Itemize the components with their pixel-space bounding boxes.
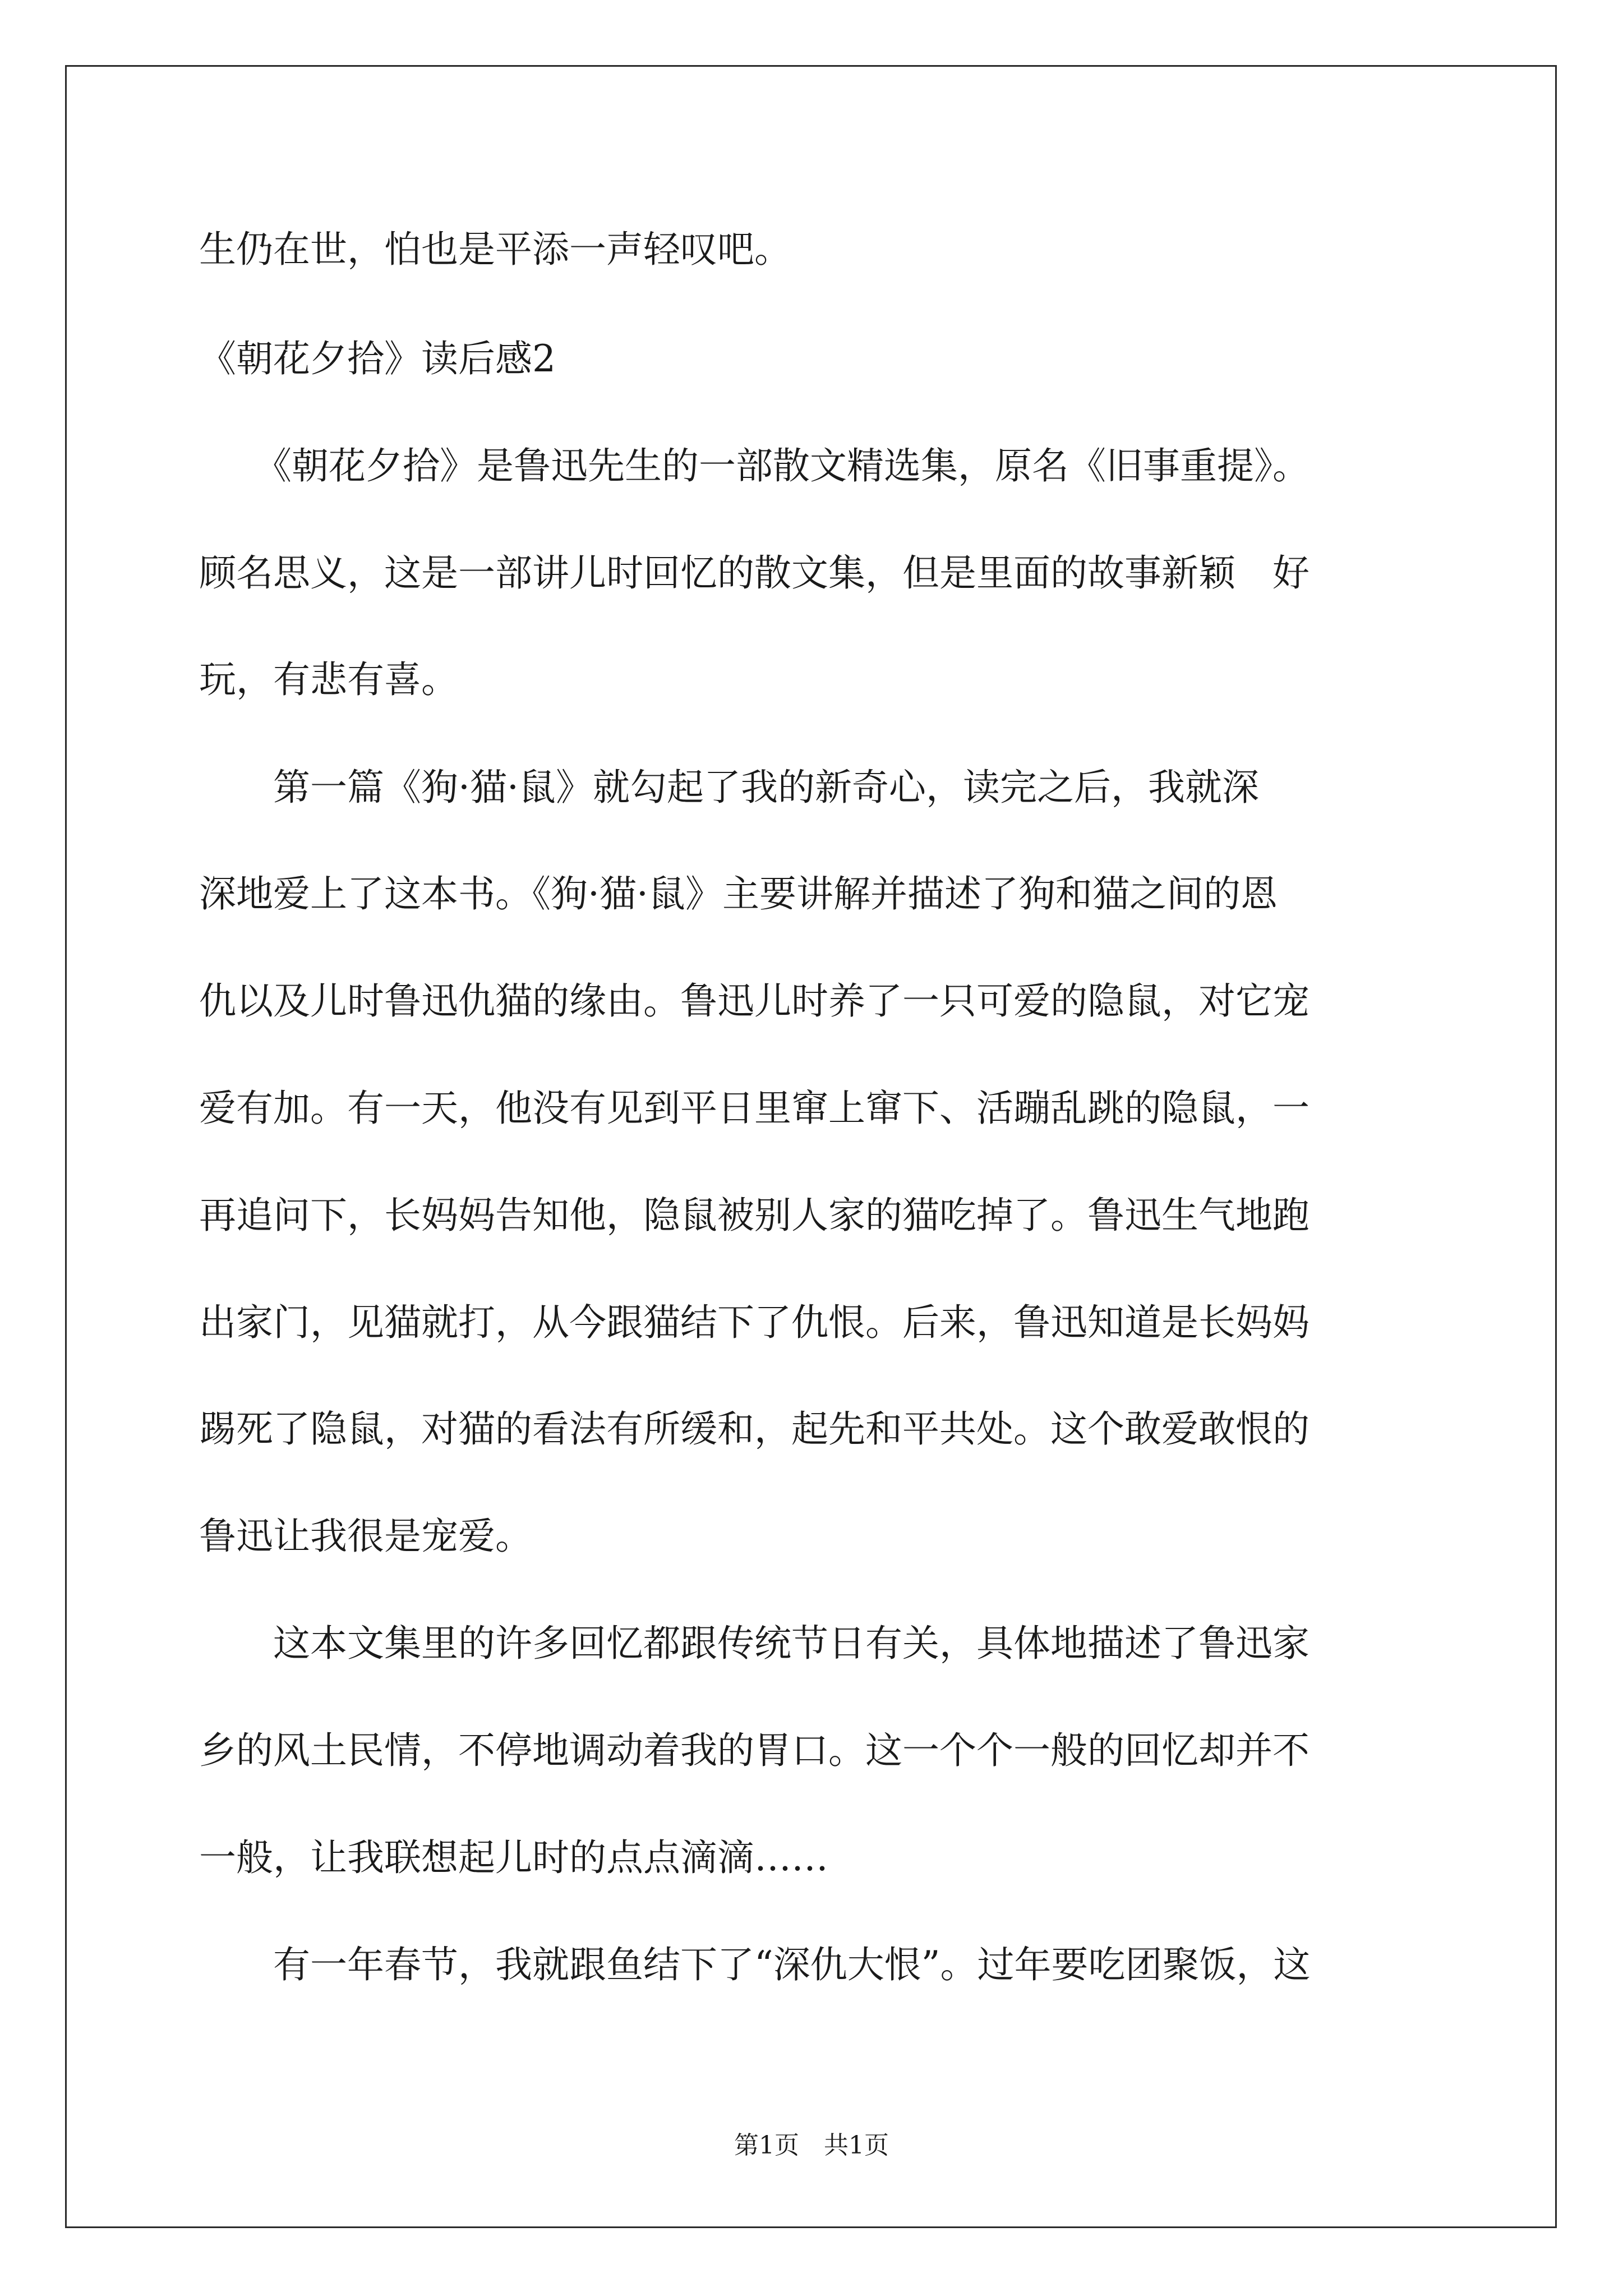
text-line: 再追问下，长妈妈告知他，隐鼠被别人家的猫吃掉了。鲁迅生气地跑 [199, 1194, 1310, 1237]
text-line: 第一篇《狗·猫·鼠》就勾起了我的新奇心，读完之后，我就深 [199, 766, 1259, 809]
text-line: 生仍在世，怕也是平添一声轻叹吧。 [199, 228, 791, 271]
text-line: 深地爱上了这本书。《狗·猫·鼠》主要讲解并描述了狗和猫之间的恩 [199, 872, 1278, 915]
text-line: 《朝花夕拾》是鲁迅先生的一部散文精选集，原名《旧事重提》。 [199, 444, 1310, 487]
section-heading: 《朝花夕拾》读后感2 [199, 337, 556, 380]
text-line: 鲁迅让我很是宠爱。 [199, 1515, 532, 1558]
text-line: 这本文集里的许多回忆都跟传统节日有关，具体地描述了鲁迅家 [199, 1622, 1310, 1665]
page-border [65, 65, 1557, 2228]
text-line: 踢死了隐鼠，对猫的看法有所缓和，起先和平共处。这个敢爱敢恨的 [199, 1407, 1310, 1451]
text-line: 一般，让我联想起儿时的点点滴滴…… [199, 1836, 828, 1879]
text-line: 玩，有悲有喜。 [199, 658, 458, 701]
page-footer: 第1页 共1页 [734, 2131, 889, 2160]
text-line: 顾名思义，这是一部讲儿时回忆的散文集，但是里面的故事新颖 好 [199, 551, 1310, 595]
text-line: 有一年春节，我就跟鱼结下了“深仇大恨”。过年要吃团聚饭，这 [199, 1943, 1311, 1986]
text-line: 爱有加。有一天，他没有见到平日里窜上窜下、活蹦乱跳的隐鼠，一 [199, 1087, 1310, 1130]
text-line: 出家门，见猫就打，从今跟猫结下了仇恨。后来，鲁迅知道是长妈妈 [199, 1301, 1310, 1344]
text-line: 仇以及儿时鲁迅仇猫的缘由。鲁迅儿时养了一只可爱的隐鼠，对它宠 [199, 979, 1310, 1023]
text-line: 乡的风土民情，不停地调动着我的胃口。这一个个一般的回忆却并不 [199, 1729, 1310, 1772]
